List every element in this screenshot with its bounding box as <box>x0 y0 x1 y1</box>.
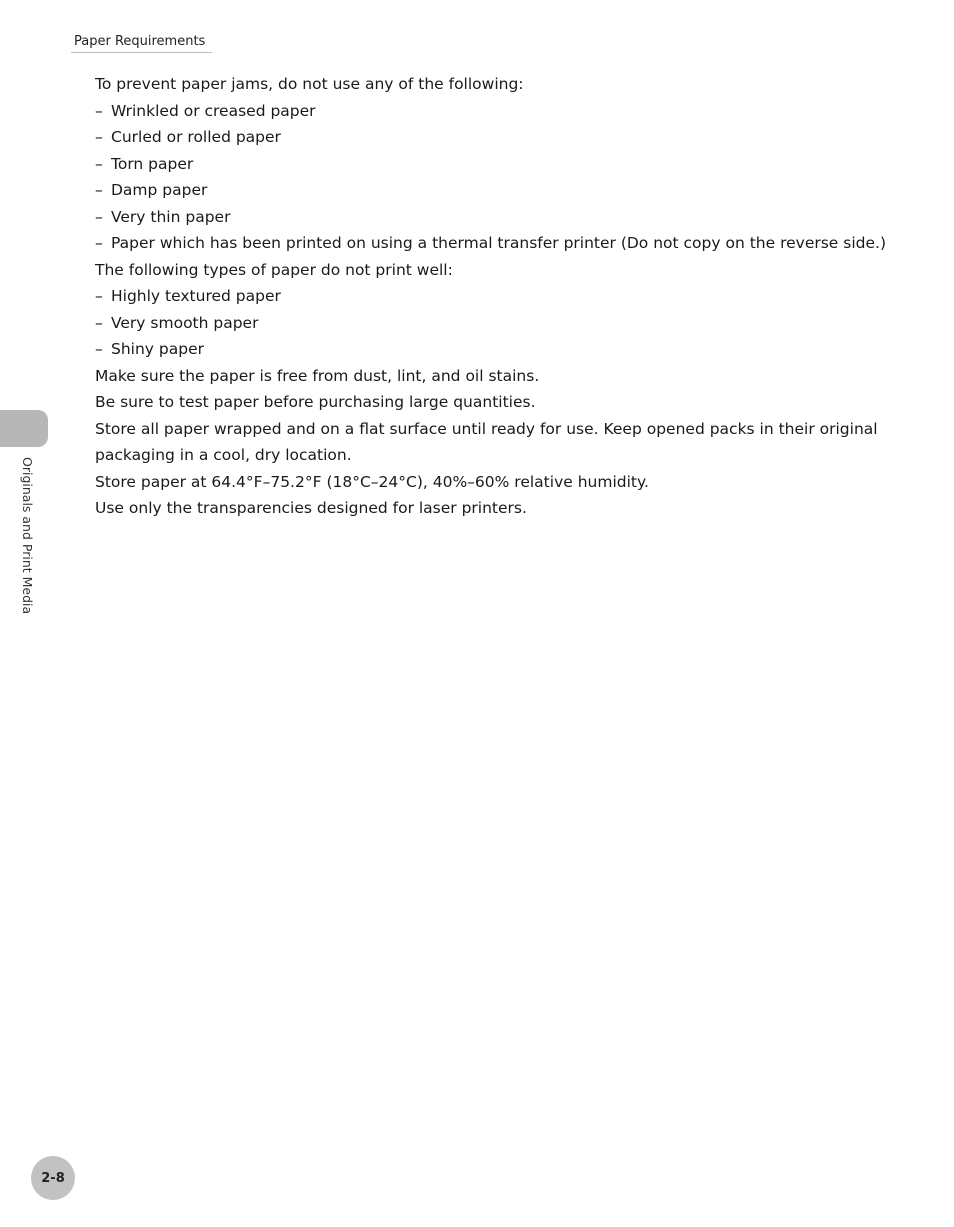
list-item <box>95 336 885 363</box>
bullet-dash: – <box>95 340 103 358</box>
jam-intro: To prevent paper jams, do not use any of the following: <box>95 75 524 93</box>
bullet-dash: – <box>95 287 103 305</box>
note-paragraph: Store paper at 64.4°F–75.2°F (18°C–24°C), 40%–60% relative humidity. <box>95 472 649 491</box>
page-number: 2-8 <box>41 1170 65 1186</box>
list-item <box>95 151 885 178</box>
bullet-dash: – <box>95 101 103 120</box>
list-item <box>95 177 885 204</box>
list-item-text: Highly textured paper <box>111 287 281 305</box>
main-content <box>95 71 885 522</box>
bullet-dash: – <box>95 181 103 199</box>
note-paragraph: Make sure the paper is free from dust, lint, and oil stains. <box>95 366 540 385</box>
list-item-text: Damp paper <box>111 181 208 199</box>
list-item-text: Paper which has been printed on using a thermal transfer printer (Do not copy on the reverse side.) <box>111 234 886 252</box>
list-item <box>95 310 885 337</box>
list-item-text: Wrinkled or creased paper <box>111 101 316 120</box>
section-title: Paper Requirements <box>74 34 206 49</box>
bullet-dash: – <box>95 207 103 226</box>
chapter-tab-label-container <box>20 457 40 627</box>
list-item-text: Curled or rolled paper <box>111 128 281 146</box>
list-item <box>95 283 885 310</box>
note-paragraph: Use only the transparencies designed for laser printers. <box>95 499 527 517</box>
list-item-text: Torn paper <box>111 154 194 173</box>
note-paragraph: Store all paper wrapped and on a flat surface until ready for use. Keep opened packs in their original packaging in a cool, dry location. <box>95 419 878 464</box>
list-item <box>95 204 885 231</box>
bullet-dash: – <box>95 154 103 173</box>
note-paragraph: Be sure to test paper before purchasing large quantities. <box>95 393 536 411</box>
chapter-tab <box>0 410 48 447</box>
poor-print-intro: The following types of paper do not print well: <box>95 260 453 279</box>
list-item <box>95 98 885 125</box>
running-header <box>71 30 212 53</box>
bullet-dash: – <box>95 313 103 332</box>
list-item-text: Shiny paper <box>111 340 204 358</box>
chapter-tab-label: Originals and Print Media <box>20 457 35 615</box>
bullet-dash: – <box>95 234 103 252</box>
list-item <box>95 230 885 257</box>
bullet-dash: – <box>95 128 103 146</box>
list-item-text: Very thin paper <box>111 207 231 226</box>
page-number-badge <box>31 1156 75 1200</box>
list-item-text: Very smooth paper <box>111 313 259 332</box>
list-item <box>95 124 885 151</box>
